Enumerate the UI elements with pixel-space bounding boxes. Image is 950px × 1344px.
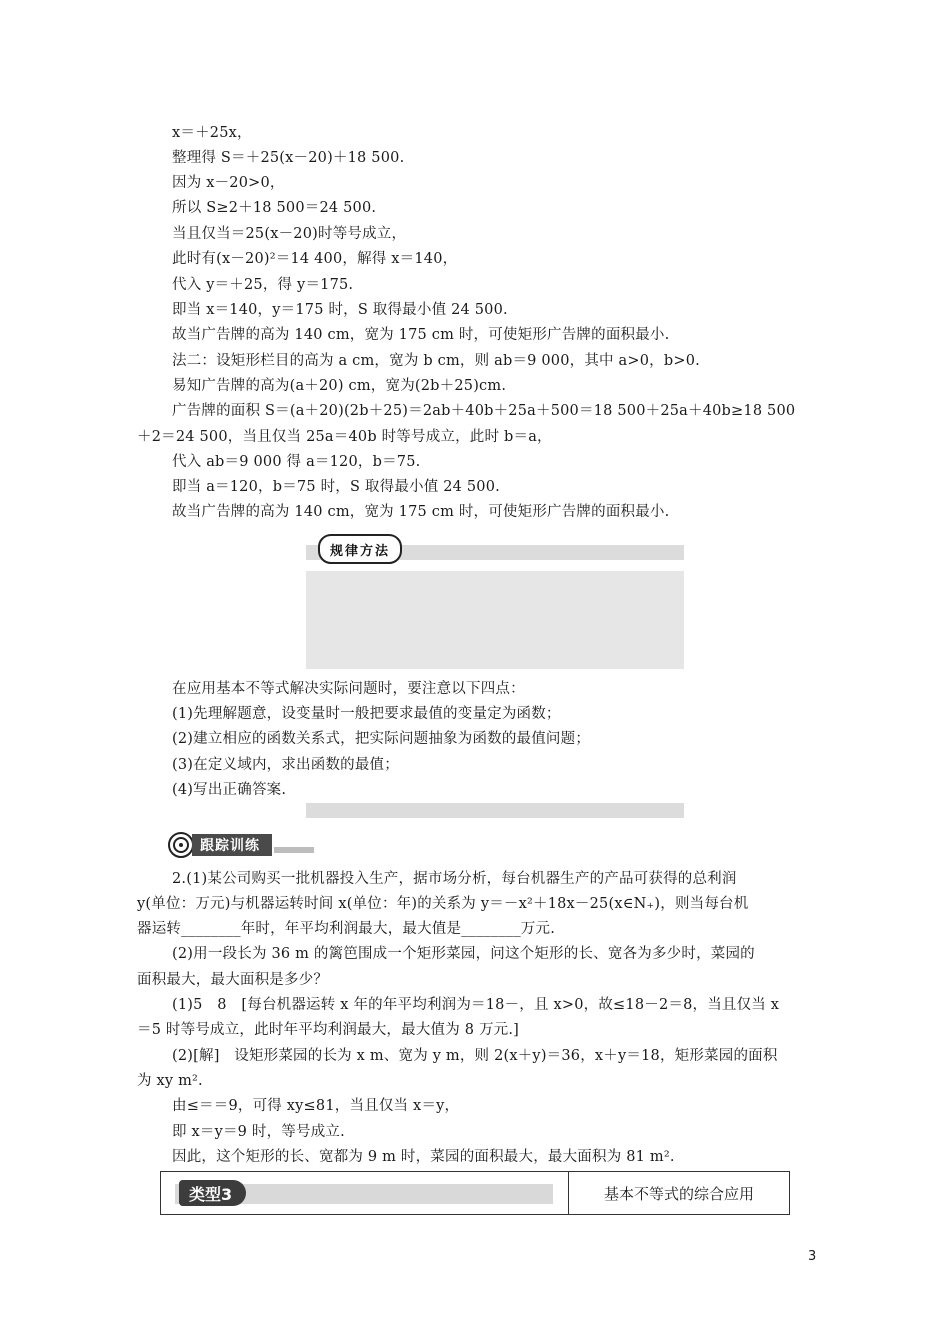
method-line: (3)在定义域内，求出函数的最值；	[172, 757, 399, 773]
exercise-line: 2.(1)某公司购买一批机器投入生产，据市场分析，每台机器生产的产品可获得的总利润	[172, 871, 737, 887]
exercise-line: y(单位：万元)与机器运转时间 x(单位：年)的关系为 y＝－x²＋18x－25(x∈N₊)，则当每台机	[137, 896, 749, 912]
method-box-body	[306, 571, 684, 669]
method-line: (2)建立相应的函数关系式，把实际问题抽象为函数的最值问题；	[172, 731, 591, 747]
type-label-cell	[161, 1172, 569, 1214]
text-line: 所以 S≥2＋18 500＝24 500.	[172, 200, 377, 216]
text-line: x＝＋25x，	[172, 125, 252, 141]
exercise-line: 为 xy m².	[137, 1073, 203, 1089]
exercise-line: (2)[解] 设矩形菜园的长为 x m、宽为 y m，则 2(x＋y)＝36，x＋y＝18，矩形菜园的面积	[172, 1048, 778, 1064]
method-tag: 规律方法	[318, 534, 402, 564]
text-line: 代入 ab＝9 000 得 a＝120，b＝75.	[172, 454, 421, 470]
method-line: (4)写出正确答案.	[172, 782, 287, 798]
type-title: 基本不等式的综合应用	[603, 1184, 754, 1203]
exercise-line: (1)5 8 [每台机器运转 x 年的年平均利润为＝18－，且 x>0，故≤18－2＝8，当且仅当 x	[172, 997, 780, 1013]
text-line: 即当 a＝120，b＝75 时，S 取得最小值 24 500.	[172, 479, 500, 495]
exercise-line: 器运转________年时，年平均利润最大，最大值是________万元.	[137, 921, 556, 937]
text-line: 代入 y＝＋25，得 y＝175.	[172, 277, 354, 293]
track-training-label: 跟踪训练	[192, 834, 272, 856]
exercise-line: 即 x＝y＝9 时，等号成立.	[172, 1124, 345, 1140]
text-line: 此时有(x－20)²＝14 400，解得 x＝140，	[172, 251, 458, 267]
exercise-line: 因此，这个矩形的长、宽都为 9 m 时，菜园的面积最大，最大面积为 81 m².	[172, 1149, 675, 1165]
type-header-table	[160, 1171, 790, 1215]
text-line: 广告牌的面积 S＝(a＋20)(2b＋25)＝2ab＋40b＋25a＋500＝18 500＋25a＋40b≥18 500	[172, 403, 796, 419]
text-line: 当且仅当＝25(x－20)时等号成立，	[172, 226, 407, 242]
method-line: 在应用基本不等式解决实际问题时，要注意以下四点：	[172, 681, 525, 697]
method-line: (1)先理解题意，设变量时一般把要求最值的变量定为函数；	[172, 706, 561, 722]
text-line: 法二：设矩形栏目的高为 a cm，宽为 b cm，则 ab＝9 000，其中 a>0，b>0.	[172, 353, 700, 369]
text-line: ＋2＝24 500，当且仅当 25a＝40b 时等号成立，此时 b＝a，	[137, 429, 552, 445]
text-line: 因为 x－20>0，	[172, 175, 285, 191]
text-line: 故当广告牌的高为 140 cm，宽为 175 cm 时，可使矩形广告牌的面积最小.	[172, 504, 670, 520]
page-number: 3	[808, 1249, 817, 1264]
text-line: 即当 x＝140，y＝175 时，S 取得最小值 24 500.	[172, 302, 508, 318]
header-rule	[274, 847, 314, 853]
track-training-header	[168, 832, 314, 858]
type-label: 类型3	[179, 1180, 246, 1206]
target-icon	[168, 832, 194, 858]
text-line: 整理得 S＝＋25(x－20)＋18 500.	[172, 150, 405, 166]
text-line: 易知广告牌的高为(a＋20) cm，宽为(2b＋25)cm.	[172, 378, 507, 394]
exercise-line: 面积最大，最大面积是多少？	[137, 972, 329, 988]
text-line: 故当广告牌的高为 140 cm，宽为 175 cm 时，可使矩形广告牌的面积最小.	[172, 327, 670, 343]
method-box-bottom-band	[306, 803, 684, 818]
exercise-line: ＝5 时等号成立，此时年平均利润最大，最大值为 8 万元.]	[137, 1022, 520, 1038]
exercise-line: 由≤＝＝9，可得 xy≤81，当且仅当 x＝y，	[172, 1098, 460, 1114]
exercise-line: (2)用一段长为 36 m 的篱笆围成一个矩形菜园，问这个矩形的长、宽各为多少时，菜园的	[172, 946, 755, 962]
